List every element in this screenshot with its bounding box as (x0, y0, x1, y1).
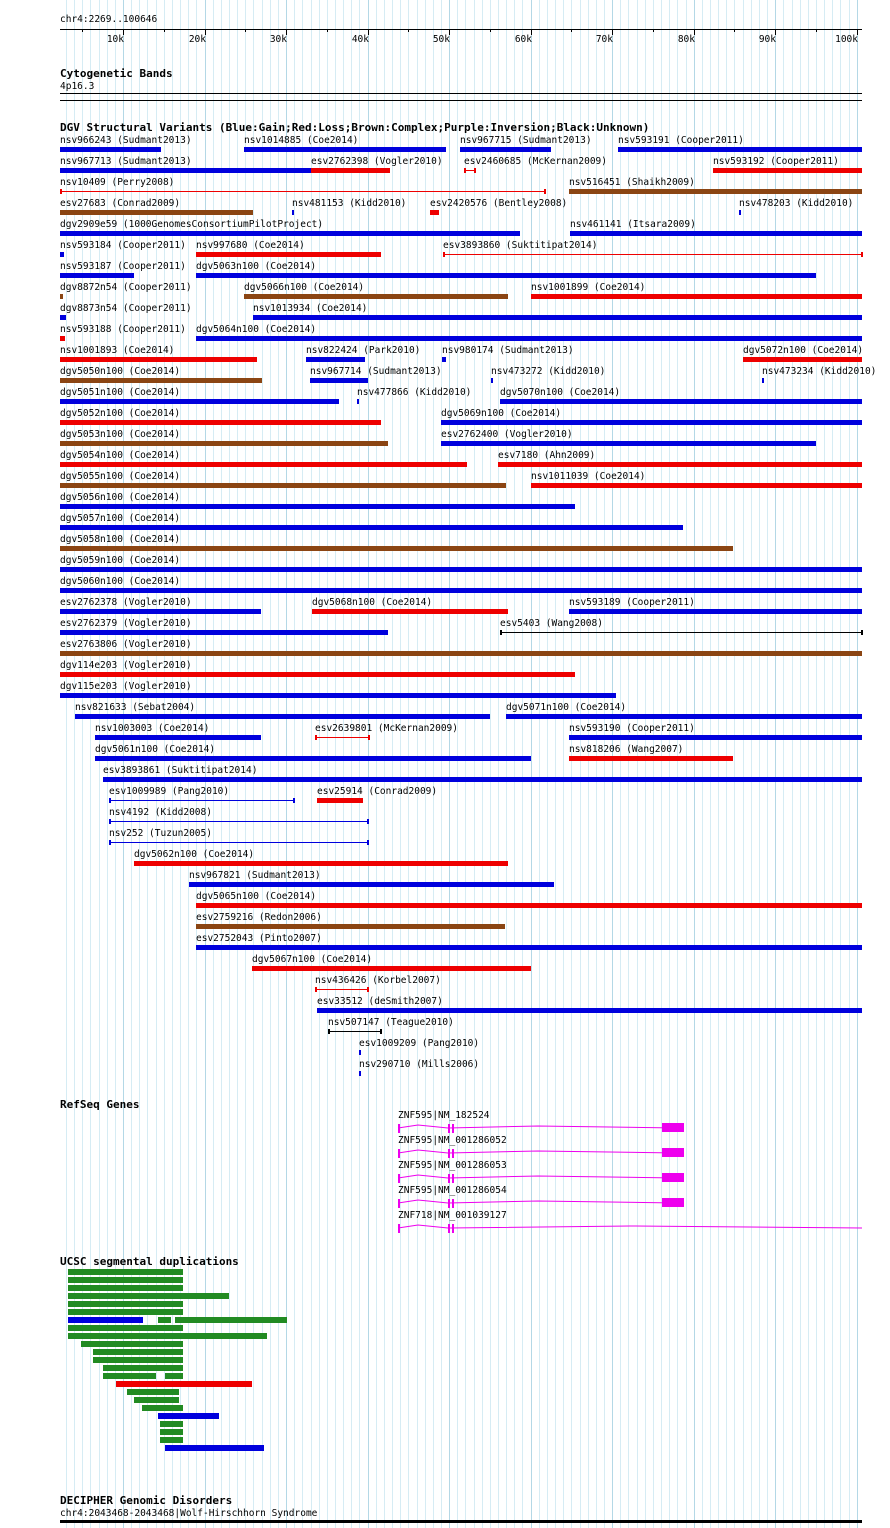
segdup-block[interactable] (68, 1309, 183, 1315)
dgv-feature-label: esv2762378 (Vogler2010) (60, 597, 192, 608)
dgv-feature-label: nsv290710 (Mills2006) (359, 1059, 480, 1070)
dgv-feature-label: nsv1011039 (Coe2014) (531, 471, 646, 482)
refseq-exon[interactable] (452, 1224, 454, 1233)
segdup-block[interactable] (68, 1333, 267, 1339)
dgv-feature-label: nsv473234 (Kidd2010) (762, 366, 877, 377)
dgv-feature-label: esv2420576 (Bentley2008) (430, 198, 568, 209)
decipher-item-label: chr4:2043468-2043468|Wolf-Hirschhorn Syndrome (60, 1508, 318, 1519)
refseq-exon[interactable] (662, 1198, 684, 1207)
dgv-feature-label: dgv5056n100 (Coe2014) (60, 492, 181, 503)
dgv-feature-label: esv2762379 (Vogler2010) (60, 618, 192, 629)
dgv-feature-label: nsv967821 (Sudmant2013) (189, 870, 321, 881)
segdup-block[interactable] (103, 1365, 183, 1371)
refseq-exon[interactable] (448, 1124, 450, 1133)
dgv-feature-label: dgv114e203 (Vogler2010) (60, 660, 192, 671)
segdup-block[interactable] (68, 1301, 183, 1307)
dgv-feature-label: esv1009209 (Pang2010) (359, 1038, 480, 1049)
dgv-feature-label: nsv967714 (Sudmant2013) (310, 366, 442, 377)
segdup-block[interactable] (68, 1293, 229, 1299)
segdup-block[interactable] (160, 1429, 183, 1435)
dgv-feature-label: nsv478203 (Kidd2010) (739, 198, 854, 209)
dgv-feature-label: dgv5051n100 (Coe2014) (60, 387, 181, 398)
dgv-feature-label: dgv5071n100 (Coe2014) (506, 702, 627, 713)
segdup-block[interactable] (68, 1285, 183, 1291)
segdup-block[interactable] (93, 1349, 183, 1355)
dgv-feature-label: nsv967715 (Sudmant2013) (460, 135, 592, 146)
dgv-feature-label: dgv5058n100 (Coe2014) (60, 534, 181, 545)
dgv-feature-label: dgv2909e59 (1000GenomesConsortiumPilotProject) (60, 219, 324, 230)
dgv-feature-label: dgv5063n100 (Coe2014) (196, 261, 317, 272)
segdup-block[interactable] (81, 1341, 183, 1347)
dgv-feature-label: nsv516451 (Shaikh2009) (569, 177, 695, 188)
dgv-feature-label: nsv593188 (Cooper2011) (60, 324, 186, 335)
dgv-feature-label: dgv8873n54 (Cooper2011) (60, 303, 192, 314)
dgv-feature-label: dgv5060n100 (Coe2014) (60, 576, 181, 587)
refseq-exon[interactable] (452, 1199, 454, 1208)
dgv-feature-label: nsv593189 (Cooper2011) (569, 597, 695, 608)
dgv-feature-label: nsv593187 (Cooper2011) (60, 261, 186, 272)
dgv-feature-label: dgv8872n54 (Cooper2011) (60, 282, 192, 293)
dgv-feature-label: dgv5067n100 (Coe2014) (252, 954, 373, 965)
refseq-exon[interactable] (448, 1149, 450, 1158)
dgv-feature-label: nsv997680 (Coe2014) (196, 240, 305, 251)
dgv-feature-label: nsv1001899 (Coe2014) (531, 282, 646, 293)
dgv-feature-label: dgv5053n100 (Coe2014) (60, 429, 181, 440)
dgv-feature-label: nsv1014885 (Coe2014) (244, 135, 359, 146)
segdup-block[interactable] (68, 1317, 143, 1323)
refseq-exon[interactable] (662, 1173, 684, 1182)
refseq-intron-line[interactable] (398, 1125, 677, 1128)
dgv-feature-label: nsv436426 (Korbel2007) (315, 975, 441, 986)
refseq-intron-line[interactable] (398, 1200, 677, 1203)
segdup-block[interactable] (68, 1325, 183, 1331)
segdup-title: UCSC segmental duplications (60, 1255, 239, 1268)
dgv-feature-label: esv3893861 (Suktitipat2014) (103, 765, 258, 776)
ruler-tick-label: 40k (351, 34, 369, 45)
dgv-feature-label: nsv1013934 (Coe2014) (253, 303, 368, 314)
dgv-feature-label: nsv4192 (Kidd2008) (109, 807, 212, 818)
refseq-exon[interactable] (398, 1224, 400, 1233)
dgv-feature-label: nsv507147 (Teague2010) (328, 1017, 454, 1028)
decipher-title: DECIPHER Genomic Disorders (60, 1494, 233, 1507)
dgv-feature-label: esv7180 (Ahn2009) (498, 450, 596, 461)
segdup-block[interactable] (134, 1397, 179, 1403)
refseq-exon[interactable] (448, 1199, 450, 1208)
dgv-feature-label: esv27683 (Conrad2009) (60, 198, 181, 209)
dgv-feature-label: nsv593184 (Cooper2011) (60, 240, 186, 251)
dgv-feature-label: nsv1003003 (Coe2014) (95, 723, 210, 734)
dgv-feature-label: dgv5057n100 (Coe2014) (60, 513, 181, 524)
dgv-feature-label: esv3893860 (Suktitipat2014) (443, 240, 598, 251)
refseq-intron-line[interactable] (398, 1225, 862, 1228)
refseq-gene-label: ZNF718|NM_001039127 (398, 1210, 507, 1221)
dgv-feature-label: dgv5072n100 (Coe2014) (743, 345, 864, 356)
dgv-feature-label: esv2763806 (Vogler2010) (60, 639, 192, 650)
segdup-block[interactable] (160, 1421, 183, 1427)
dgv-feature-label: esv2639801 (McKernan2009) (315, 723, 458, 734)
refseq-gene-label: ZNF595|NM_182524 (398, 1110, 490, 1121)
dgv-feature-label: nsv461141 (Itsara2009) (570, 219, 696, 230)
dgv-feature-label: nsv980174 (Sudmant2013) (442, 345, 574, 356)
refseq-exon[interactable] (448, 1224, 450, 1233)
dgv-feature-label: dgv5066n100 (Coe2014) (244, 282, 365, 293)
dgv-feature-label: nsv1001893 (Coe2014) (60, 345, 175, 356)
segdup-block[interactable] (68, 1269, 183, 1275)
segdup-block[interactable] (127, 1389, 179, 1395)
refseq-intron-line[interactable] (398, 1150, 677, 1153)
segdup-block[interactable] (160, 1437, 183, 1443)
refseq-gene-label: ZNF595|NM_001286054 (398, 1185, 507, 1196)
dgv-feature-label: esv2762400 (Vogler2010) (441, 429, 573, 440)
dgv-feature-label: nsv10409 (Perry2008) (60, 177, 175, 188)
ruler-tick-label: 90k (758, 34, 776, 45)
refseq-exon[interactable] (452, 1124, 454, 1133)
dgv-feature-label: esv5403 (Wang2008) (500, 618, 603, 629)
dgv-title: DGV Structural Variants (Blue:Gain;Red:Loss;Brown:Complex;Purple:Inversion;Black:Unknown) (60, 121, 650, 134)
refseq-title: RefSeq Genes (60, 1098, 140, 1111)
segdup-block[interactable] (165, 1373, 183, 1379)
refseq-exon[interactable] (448, 1174, 450, 1183)
refseq-gene-label: ZNF595|NM_001286053 (398, 1160, 507, 1171)
dgv-feature-label: nsv481153 (Kidd2010) (292, 198, 407, 209)
dgv-feature-label: esv2752043 (Pinto2007) (196, 933, 322, 944)
dgv-feature-label: dgv5050n100 (Coe2014) (60, 366, 181, 377)
refseq-exon[interactable] (452, 1174, 454, 1183)
dgv-feature-label: dgv115e203 (Vogler2010) (60, 681, 192, 692)
dgv-feature-label: dgv5052n100 (Coe2014) (60, 408, 181, 419)
ruler-tick-label: 20k (188, 34, 206, 45)
dgv-feature-label: dgv5068n100 (Coe2014) (312, 597, 433, 608)
dgv-feature-label: dgv5061n100 (Coe2014) (95, 744, 216, 755)
dgv-feature-label: nsv821633 (Sebat2004) (75, 702, 196, 713)
dgv-feature-label: esv2460685 (McKernan2009) (464, 156, 607, 167)
dgv-feature-label: nsv967713 (Sudmant2013) (60, 156, 192, 167)
dgv-feature-label: dgv5069n100 (Coe2014) (441, 408, 562, 419)
dgv-feature-label: nsv473272 (Kidd2010) (491, 366, 606, 377)
dgv-feature-label: esv2762398 (Vogler2010) (311, 156, 443, 167)
refseq-exon[interactable] (662, 1148, 684, 1157)
dgv-feature-label: esv1009989 (Pang2010) (109, 786, 230, 797)
decipher-bar[interactable] (60, 1520, 862, 1523)
dgv-feature-label: dgv5055n100 (Coe2014) (60, 471, 181, 482)
cytoband-title: Cytogenetic Bands (60, 67, 173, 80)
dgv-feature-label: dgv5065n100 (Coe2014) (196, 891, 317, 902)
dgv-feature-label: dgv5062n100 (Coe2014) (134, 849, 255, 860)
dgv-feature-label: esv2759216 (Redon2006) (196, 912, 322, 923)
cytoband-label: 4p16.3 (60, 81, 95, 92)
ruler-tick-label: 100k (835, 34, 858, 45)
dgv-feature-label: dgv5064n100 (Coe2014) (196, 324, 317, 335)
dgv-feature-label: dgv5070n100 (Coe2014) (500, 387, 621, 398)
refseq-gene-label: ZNF595|NM_001286052 (398, 1135, 507, 1146)
ruler-tick-label: 50k (432, 34, 450, 45)
segdup-block[interactable] (165, 1445, 264, 1451)
segdup-block[interactable] (93, 1357, 183, 1363)
dgv-feature-label: nsv818206 (Wang2007) (569, 744, 684, 755)
segdup-block[interactable] (68, 1277, 183, 1283)
dgv-feature-label: nsv593191 (Cooper2011) (618, 135, 744, 146)
ruler-tick-label: 30k (269, 34, 287, 45)
refseq-exon[interactable] (398, 1149, 400, 1158)
segdup-block[interactable] (175, 1317, 287, 1323)
dgv-feature-label: nsv477866 (Kidd2010) (357, 387, 472, 398)
segdup-block[interactable] (158, 1317, 171, 1323)
refseq-exon[interactable] (662, 1123, 684, 1132)
ruler-tick-label: 70k (595, 34, 613, 45)
refseq-exon[interactable] (452, 1149, 454, 1158)
dgv-feature-label: esv33512 (deSmith2007) (317, 996, 443, 1007)
refseq-exon[interactable] (398, 1124, 400, 1133)
refseq-intron-line[interactable] (398, 1175, 677, 1178)
dgv-feature-label: nsv252 (Tuzun2005) (109, 828, 212, 839)
region-label: chr4:2269..100646 (60, 14, 158, 25)
refseq-exon[interactable] (398, 1174, 400, 1183)
dgv-feature-label: nsv966243 (Sudmant2013) (60, 135, 192, 146)
dgv-feature-label: dgv5054n100 (Coe2014) (60, 450, 181, 461)
segdup-block[interactable] (142, 1405, 183, 1411)
refseq-exon[interactable] (398, 1199, 400, 1208)
ruler-tick-label: 60k (514, 34, 532, 45)
dgv-feature-label: dgv5059n100 (Coe2014) (60, 555, 181, 566)
ruler-tick-label: 80k (677, 34, 695, 45)
segdup-block[interactable] (158, 1413, 219, 1419)
dgv-feature-label: nsv593192 (Cooper2011) (713, 156, 839, 167)
dgv-feature-label: esv25914 (Conrad2009) (317, 786, 438, 797)
segdup-block[interactable] (103, 1373, 156, 1379)
dgv-feature-label: nsv822424 (Park2010) (306, 345, 421, 356)
dgv-feature-label: nsv593190 (Cooper2011) (569, 723, 695, 734)
segdup-block[interactable] (116, 1381, 252, 1387)
ruler-tick-label: 10k (106, 34, 124, 45)
